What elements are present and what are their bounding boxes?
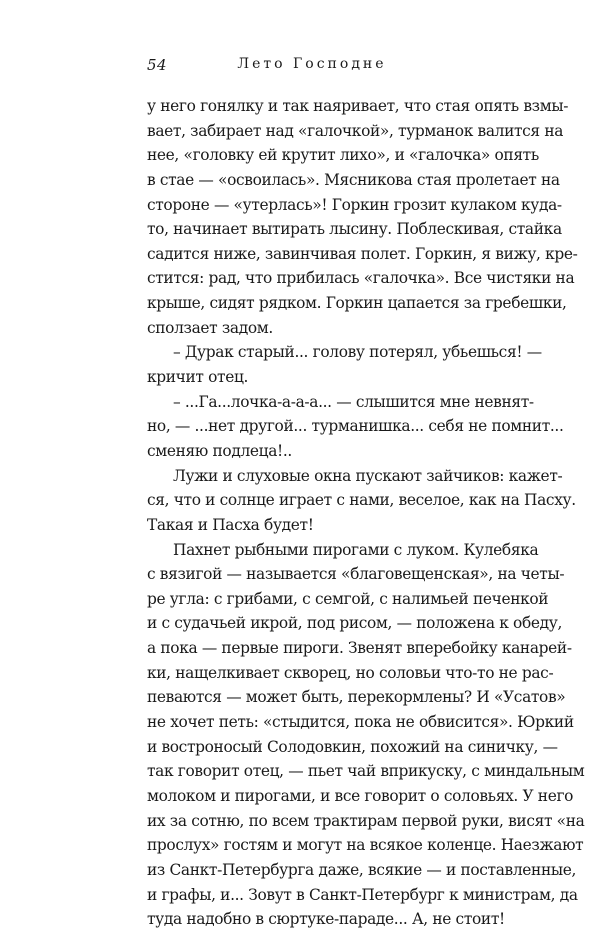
text-line: и востроносый Солодовкин, похожий на синичку, — xyxy=(147,737,558,756)
text-line: сменяю подлеца!.. xyxy=(147,441,292,460)
page-header xyxy=(147,56,477,78)
text-line: с вязигой — называется «благовещенская», на четы- xyxy=(147,565,565,584)
text-line: из Санкт-Петербурга даже, всякие — и поставленные, xyxy=(147,860,577,879)
text-line: ся, что и солнце играет с нами, веселое, как на Пасху. xyxy=(147,491,576,510)
text-line: туда надобно в сюртуке-параде... А, не стоит! xyxy=(147,910,505,929)
text-line: а пока — первые пироги. Звенят вперебойку канарей- xyxy=(147,639,572,658)
paragraph-first-line: Пахнет рыбными пирогами с луком. Кулебяка xyxy=(173,540,539,559)
text-line: ре угла: с грибами, с семгой, с налимьей печенкой xyxy=(147,589,549,608)
text-line: Такая и Пасха будет! xyxy=(147,515,314,534)
text-line: садится ниже, завинчивая полет. Горкин, я вижу, кре- xyxy=(147,244,578,263)
text-line: не хочет петь: «стыдится, пока не обвисится». Юркий xyxy=(147,713,574,732)
text-line: так говорит отец, — пьет чай вприкуску, с миндальным xyxy=(147,762,585,781)
paragraph-first-line: Лужи и слуховые окна пускают зайчиков: кажет- xyxy=(173,466,563,485)
dialogue-line: – Дурак старый... голову потерял, убьешься! — xyxy=(173,343,542,362)
text-line: нее, «головку ей крутит лихо», и «галочка» опять xyxy=(147,146,539,165)
text-line: ки, нащелкивает скворец, но соловьи что-то не рас- xyxy=(147,663,554,682)
text-line: и с судачьей икрой, под рисом, — положена к обеду, xyxy=(147,614,563,633)
text-line: крыше, сидят рядком. Горкин цапается за гребешки, xyxy=(147,294,567,313)
dialogue-line: – ...Га...лочка-а-а-а... — слышится мне невнят- xyxy=(173,392,534,411)
text-line: вает, забирает над «галочкой», турманок валится на xyxy=(147,121,564,140)
running-title: Лето Господне xyxy=(237,56,387,72)
text-line: то, начинает вытирать лысину. Поблескивая, стайка xyxy=(147,220,562,239)
text-line: в стае — «освоилась». Мясникова стая пролетает на xyxy=(147,170,560,189)
text-line: кричит отец. xyxy=(147,368,249,387)
text-line: певаются — может быть, перекормлены? И «Усатов» xyxy=(147,688,566,707)
text-line: но, — ...нет другой... турманишка... себя не помнит... xyxy=(147,417,564,436)
text-line: стится: рад, что прибилась «галочка». Все чистяки на xyxy=(147,269,575,288)
text-line: прослух» гостям и могут на всякое коленце. Наезжают xyxy=(147,836,584,855)
text-line: сползает задом. xyxy=(147,318,273,337)
text-line: и графы, и... Зовут в Санкт-Петербург к министрам, да xyxy=(147,885,578,904)
body-text xyxy=(147,94,585,932)
text-line: стороне — «утерлась»! Горкин грозит кулаком куда- xyxy=(147,195,562,214)
text-line: их за сотню, по всем трактирам первой руки, висят «на xyxy=(147,811,585,830)
text-line: у него гонялку и так наяривает, что стая опять взмы- xyxy=(147,97,569,115)
page-number: 54 xyxy=(147,56,168,74)
text-line: молоком и пирогами, и все говорит о соловьях. У него xyxy=(147,786,574,805)
